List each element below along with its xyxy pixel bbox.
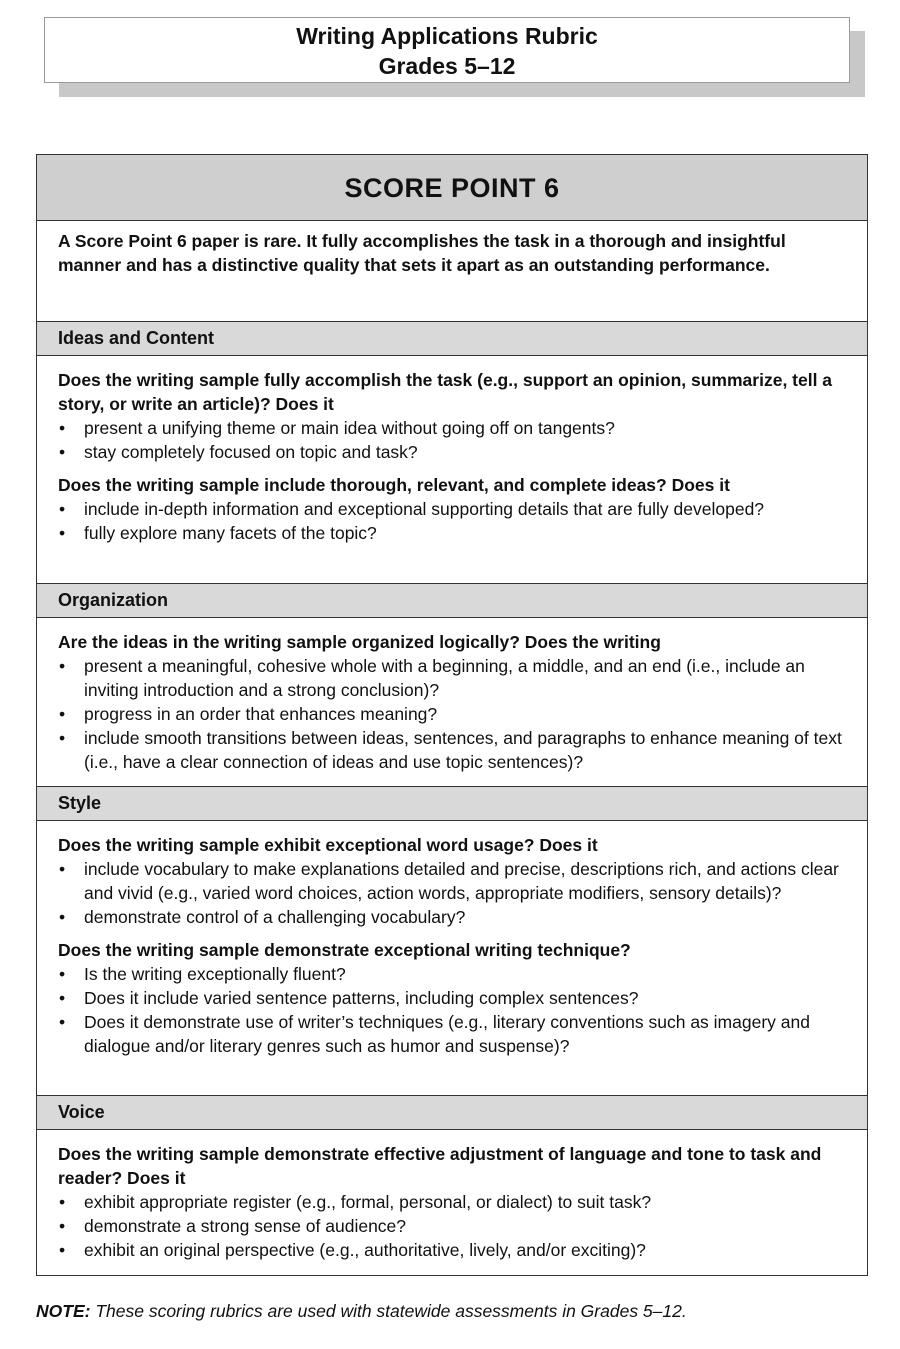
criteria-bullet: • exhibit an original perspective (e.g., authoritative, lively, and/or exciting)?	[58, 1238, 853, 1262]
criteria-question: Does the writing sample fully accomplish the task (e.g., support an opinion, summarize, tell a story, or write an article)? Does it	[58, 370, 833, 414]
score-point-description: A Score Point 6 paper is rare. It fully accomplishes the task in a thorough and insightful manner and has a distinctive quality that sets it apart as an outstanding performance.	[37, 221, 867, 322]
criteria-question: Does the writing sample demonstrate effective adjustment of language and tone to task and reader? Does it	[58, 1144, 822, 1188]
section-heading-organization: Organization	[37, 584, 867, 618]
title-line-2: Grades 5–12	[378, 53, 516, 79]
rubric-table	[36, 154, 868, 1276]
criteria-list	[58, 962, 853, 1058]
criteria-list	[58, 1190, 853, 1262]
criteria-question: Does the writing sample exhibit exceptional word usage? Does it	[58, 835, 598, 855]
footnote-text: These scoring rubrics are used with statewide assessments in Grades 5–12.	[95, 1301, 687, 1321]
criteria-bullet: • include in-depth information and exceptional supporting details that are fully developed?	[58, 497, 853, 521]
section-heading-voice: Voice	[37, 1096, 867, 1130]
criteria-group	[58, 630, 853, 774]
criteria-group	[58, 473, 853, 545]
criteria-bullet: • progress in an order that enhances meaning?	[58, 702, 853, 726]
footnote-label: NOTE:	[36, 1301, 91, 1321]
section-body-ideas-content	[37, 356, 867, 584]
criteria-question: Does the writing sample demonstrate exceptional writing technique?	[58, 940, 631, 960]
footnote	[36, 1301, 687, 1322]
criteria-list	[58, 497, 853, 545]
criteria-bullet: • present a meaningful, cohesive whole with a beginning, a middle, and an end (i.e., include an inviting introduction and a strong conclusion)?	[58, 654, 853, 702]
criteria-bullet: • exhibit appropriate register (e.g., formal, personal, or dialect) to suit task?	[58, 1190, 853, 1214]
criteria-group	[58, 938, 853, 1058]
criteria-bullet: • fully explore many facets of the topic?	[58, 521, 853, 545]
section-heading-style: Style	[37, 787, 867, 821]
section-body-voice	[37, 1130, 867, 1262]
criteria-question: Are the ideas in the writing sample organized logically? Does the writing	[58, 632, 661, 652]
criteria-bullet: • include vocabulary to make explanations detailed and precise, descriptions rich, and actions clear and vivid (e.g., varied word choices, action words, appropriate modifiers, sensory details)?	[58, 857, 853, 905]
section-body-style	[37, 821, 867, 1096]
title-box	[44, 17, 850, 83]
criteria-group	[58, 368, 853, 464]
criteria-list	[58, 654, 853, 774]
criteria-list	[58, 857, 853, 929]
criteria-bullet: • present a unifying theme or main idea without going off on tangents?	[58, 416, 853, 440]
criteria-bullet: • stay completely focused on topic and task?	[58, 440, 853, 464]
criteria-group	[58, 833, 853, 929]
criteria-bullet: • demonstrate a strong sense of audience?	[58, 1214, 853, 1238]
criteria-bullet: • include smooth transitions between ideas, sentences, and paragraphs to enhance meaning of text (i.e., have a clear connection of ideas and use topic sentences)?	[58, 726, 853, 774]
section-body-organization	[37, 618, 867, 787]
criteria-group	[58, 1142, 853, 1262]
title-line-1: Writing Applications Rubric	[296, 23, 598, 49]
criteria-list	[58, 416, 853, 464]
criteria-bullet: • demonstrate control of a challenging vocabulary?	[58, 905, 853, 929]
criteria-bullet: • Does it demonstrate use of writer’s techniques (e.g., literary conventions such as imagery and dialogue and/or literary genres such as humor and suspense)?	[58, 1010, 853, 1058]
criteria-question: Does the writing sample include thorough, relevant, and complete ideas? Does it	[58, 475, 730, 495]
section-heading-ideas-content: Ideas and Content	[37, 322, 867, 356]
criteria-bullet: • Is the writing exceptionally fluent?	[58, 962, 853, 986]
criteria-bullet: • Does it include varied sentence patterns, including complex sentences?	[58, 986, 853, 1010]
score-point-header: SCORE POINT 6	[37, 155, 867, 221]
